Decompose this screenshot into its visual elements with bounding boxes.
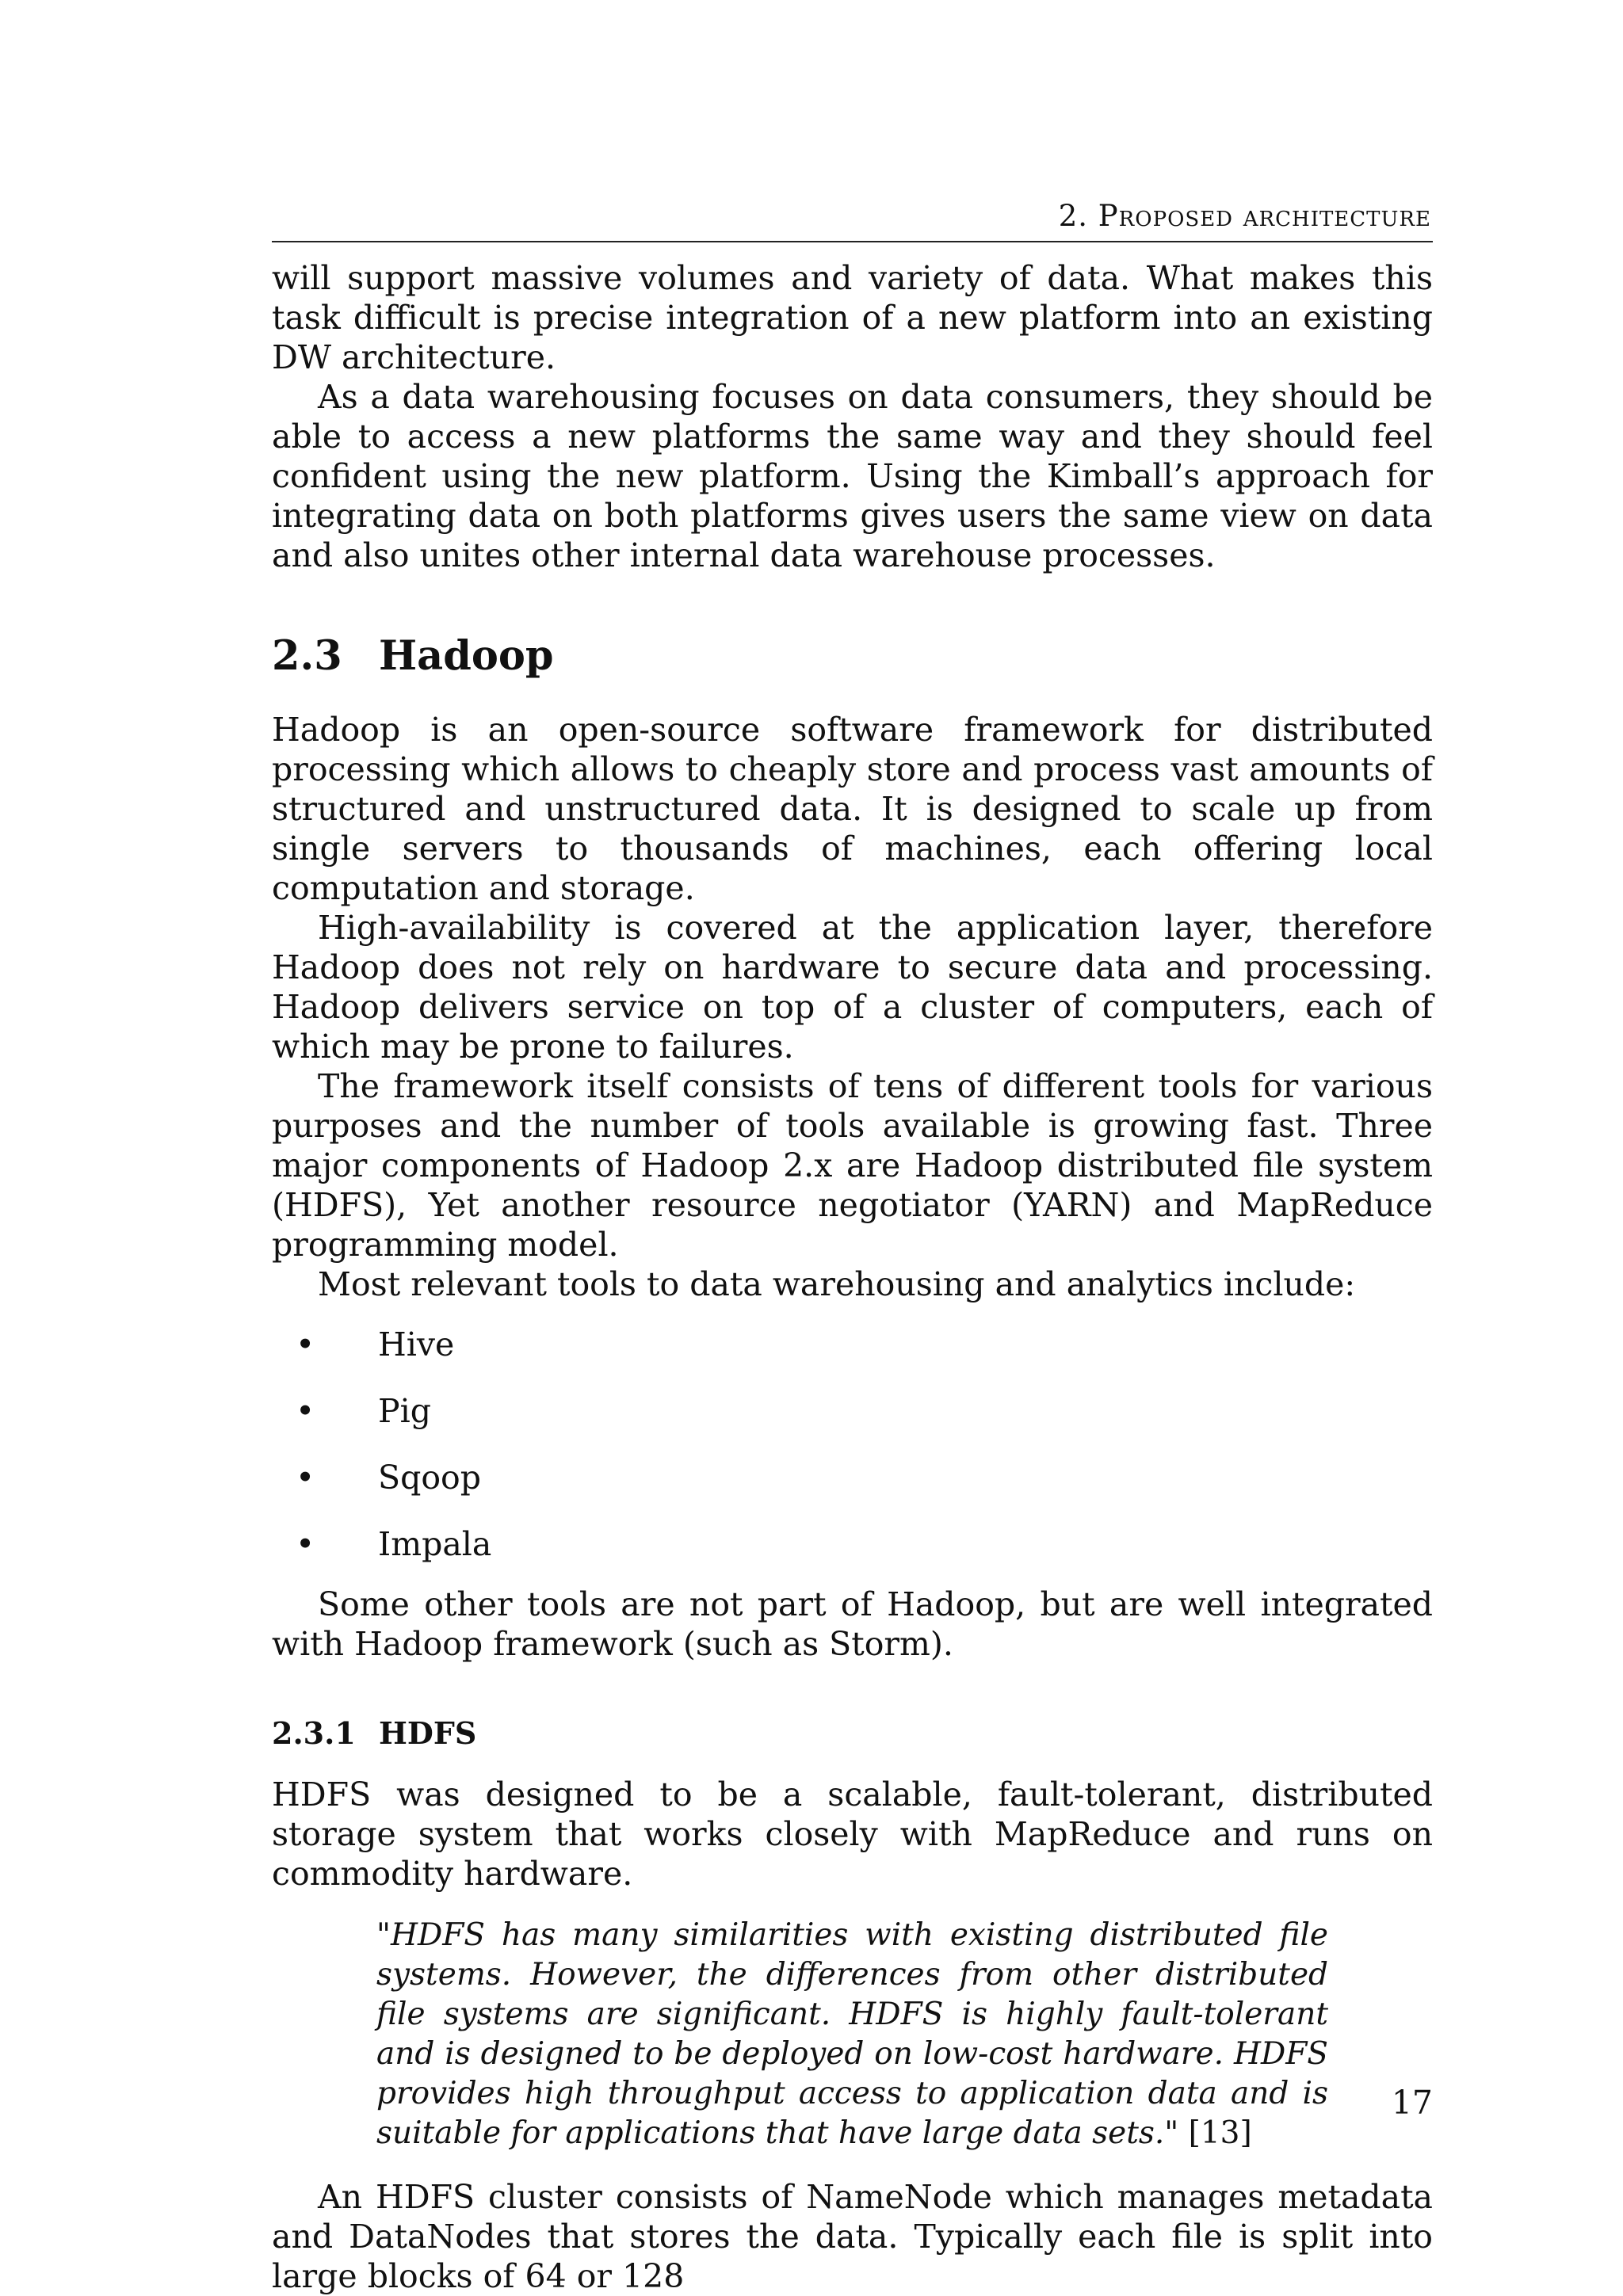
bullet-icon: • [296, 1325, 315, 1363]
list-item-label: Hive [378, 1325, 455, 1363]
list-item [272, 1325, 1433, 1364]
list-item [272, 1524, 1433, 1564]
section-title: Hadoop [379, 632, 554, 680]
bullet-icon: • [296, 1392, 315, 1430]
tools-list [272, 1325, 1433, 1564]
list-item-label: Pig [378, 1392, 431, 1430]
running-header: 2. Proposed architecture [1058, 199, 1431, 233]
hdfs-quote [376, 1916, 1328, 2153]
section-paragraph-1: Hadoop is an open-source software framework for distributed processing which allows to cheaply store and process vast amounts of structured and unstructured data. It is designed to scale up from single servers to thousands of machines, each offering local computation and storage. [272, 711, 1433, 907]
after-list-paragraph: Some other tools are not part of Hadoop, but are well integrated with Hadoop framework (such as Storm). [272, 1585, 1433, 1663]
section-paragraph-4: Most relevant tools to data warehousing and analytics include: [318, 1265, 1356, 1303]
list-item [272, 1391, 1433, 1431]
list-item-label: Sqoop [378, 1459, 481, 1497]
intro-paragraph-2: As a data warehousing focuses on data consumers, they should be able to access a new platforms the same way and they should feel confident using the new platform. Using the Kimball’s approach for integrating data on both platforms gives users the same view on data and also unites other internal data warehouse processes. [272, 378, 1433, 574]
subsection-paragraph: HDFS was designed to be a scalable, fault-tolerant, distributed storage system that works closely with MapReduce and runs on commodity hardware. [272, 1775, 1433, 1893]
subsection-number: 2.3.1 [272, 1715, 356, 1751]
intro-paragraph-1: will support massive volumes and variety of data. What makes this task difficult is precise integration of a new platform into an existing DW architecture. [272, 259, 1433, 376]
bullet-icon: • [296, 1459, 315, 1497]
header-rule [272, 241, 1433, 242]
subsection-heading [272, 1714, 1433, 1753]
quote-citation: [13] [1188, 2115, 1252, 2151]
subsection-title: HDFS [379, 1715, 477, 1751]
page-number: 17 [1391, 2084, 1433, 2122]
closing-paragraph: An HDFS cluster consists of NameNode which manages metadata and DataNodes that stores the data. Typically each file is split into large blocks of 64 or 128 [272, 2178, 1433, 2295]
section-paragraph-2: High-availability is covered at the application layer, therefore Hadoop does not rely on hardware to secure data and processing. Hadoop delivers service on top of a cluster of computers, each of which may be prone to failures. [272, 909, 1433, 1066]
section-number: 2.3 [272, 632, 342, 680]
list-item-label: Impala [378, 1525, 492, 1563]
quote-text: "HDFS has many similarities with existing distributed file systems. However, the differences from other distributed file systems are significant. HDFS is highly fault-tolerant and is designed to be deployed on low-cost hardware. HDFS provides high throughput access to application data and is suitable for applications that have large data sets." [376, 1917, 1328, 2151]
section-heading [272, 632, 1433, 680]
list-item [272, 1458, 1433, 1497]
bullet-icon: • [296, 1525, 315, 1563]
page-content [272, 198, 1433, 2296]
section-paragraph-3: The framework itself consists of tens of different tools for various purposes and the number of tools available is growing fast. Three major components of Hadoop 2.x are Hadoop distributed file system (HDFS), Yet another resource negotiator (YARN) and MapReduce programming model. [272, 1067, 1433, 1264]
